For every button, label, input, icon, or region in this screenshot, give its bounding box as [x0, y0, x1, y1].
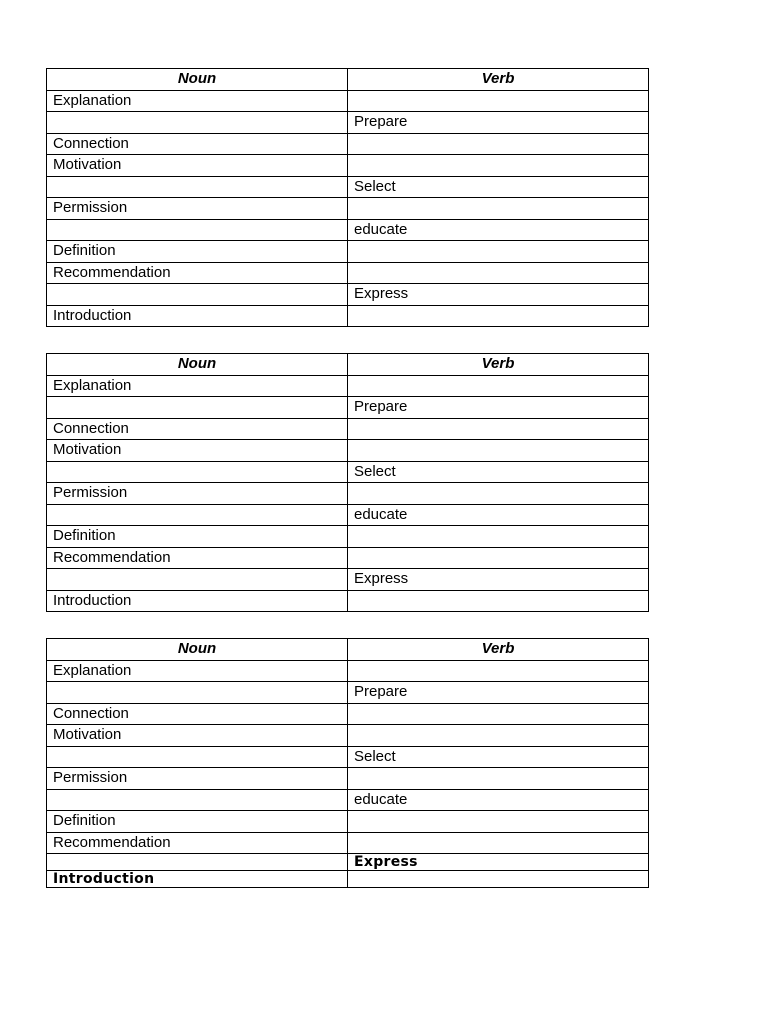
table-row [47, 682, 649, 704]
table-row [47, 703, 649, 725]
table-row [47, 483, 649, 505]
verb-cell[interactable] [348, 440, 649, 462]
noun-verb-table [46, 68, 649, 327]
verb-cell[interactable] [348, 133, 649, 155]
verb-cell[interactable]: Express [348, 284, 649, 306]
table-row [47, 112, 649, 134]
noun-cell[interactable] [47, 219, 348, 241]
table-row [47, 397, 649, 419]
verb-cell[interactable]: educate [348, 504, 649, 526]
verb-cell[interactable] [348, 526, 649, 548]
table-row [47, 219, 649, 241]
noun-cell[interactable]: Permission [47, 198, 348, 220]
verb-cell[interactable]: Select [348, 746, 649, 768]
noun-cell[interactable]: Introduction [47, 305, 348, 327]
noun-cell[interactable]: Connection [47, 703, 348, 725]
noun-cell[interactable]: Definition [47, 526, 348, 548]
table-row [47, 811, 649, 833]
table-row [47, 241, 649, 263]
noun-cell[interactable]: Permission [47, 483, 348, 505]
noun-cell[interactable] [47, 854, 348, 871]
verb-cell[interactable]: Prepare [348, 682, 649, 704]
table-row [47, 768, 649, 790]
table-row [47, 789, 649, 811]
table-row [47, 590, 649, 612]
noun-cell[interactable]: Recommendation [47, 547, 348, 569]
verb-column-header: Verb [348, 69, 649, 91]
table-row [47, 375, 649, 397]
verb-cell[interactable] [348, 418, 649, 440]
verb-cell[interactable] [348, 547, 649, 569]
noun-cell[interactable]: Motivation [47, 155, 348, 177]
verb-cell[interactable]: Express [348, 854, 649, 871]
verb-cell[interactable] [348, 590, 649, 612]
table-row [47, 660, 649, 682]
verb-cell[interactable]: Prepare [348, 397, 649, 419]
verb-cell[interactable] [348, 483, 649, 505]
noun-cell[interactable] [47, 112, 348, 134]
verb-cell[interactable] [348, 811, 649, 833]
noun-column-header: Noun [47, 639, 348, 661]
table-row [47, 440, 649, 462]
verb-cell[interactable] [348, 155, 649, 177]
table-header-row [47, 639, 649, 661]
table-row [47, 176, 649, 198]
table-row [47, 133, 649, 155]
noun-column-header: Noun [47, 69, 348, 91]
noun-cell[interactable]: Connection [47, 133, 348, 155]
noun-cell[interactable] [47, 789, 348, 811]
table-row [47, 569, 649, 591]
noun-cell[interactable]: Permission [47, 768, 348, 790]
table-row [47, 854, 649, 871]
table-row [47, 284, 649, 306]
noun-cell[interactable]: Explanation [47, 660, 348, 682]
table-row [47, 504, 649, 526]
table-header-row [47, 354, 649, 376]
noun-cell[interactable]: Connection [47, 418, 348, 440]
table-row [47, 526, 649, 548]
noun-column-header: Noun [47, 354, 348, 376]
noun-cell[interactable]: Recommendation [47, 832, 348, 854]
table-row [47, 871, 649, 888]
noun-cell[interactable]: Motivation [47, 440, 348, 462]
verb-cell[interactable] [348, 703, 649, 725]
table-row [47, 305, 649, 327]
noun-cell[interactable] [47, 682, 348, 704]
verb-cell[interactable] [348, 305, 649, 327]
noun-cell[interactable] [47, 397, 348, 419]
verb-cell[interactable]: educate [348, 789, 649, 811]
verb-cell[interactable] [348, 660, 649, 682]
noun-cell[interactable]: Introduction [47, 871, 348, 888]
verb-cell[interactable] [348, 375, 649, 397]
verb-column-header: Verb [348, 639, 649, 661]
verb-cell[interactable]: educate [348, 219, 649, 241]
noun-cell[interactable]: Introduction [47, 590, 348, 612]
noun-cell[interactable] [47, 569, 348, 591]
table-row [47, 547, 649, 569]
table-row [47, 262, 649, 284]
noun-cell[interactable]: Definition [47, 241, 348, 263]
verb-cell[interactable]: Select [348, 461, 649, 483]
table-row [47, 418, 649, 440]
verb-cell[interactable]: Select [348, 176, 649, 198]
verb-cell[interactable]: Express [348, 569, 649, 591]
noun-cell[interactable]: Explanation [47, 90, 348, 112]
table-row [47, 746, 649, 768]
noun-cell[interactable]: Definition [47, 811, 348, 833]
noun-cell[interactable] [47, 504, 348, 526]
verb-cell[interactable] [348, 832, 649, 854]
noun-cell[interactable] [47, 176, 348, 198]
table-row [47, 461, 649, 483]
noun-cell[interactable] [47, 284, 348, 306]
verb-cell[interactable] [348, 725, 649, 747]
table-row [47, 155, 649, 177]
table-header-row [47, 69, 649, 91]
noun-cell[interactable] [47, 746, 348, 768]
verb-cell[interactable] [348, 241, 649, 263]
noun-verb-table [46, 353, 649, 612]
verb-cell[interactable] [348, 768, 649, 790]
verb-cell[interactable]: Prepare [348, 112, 649, 134]
table-row [47, 198, 649, 220]
table-row [47, 832, 649, 854]
noun-verb-table [46, 638, 649, 888]
noun-cell[interactable]: Recommendation [47, 262, 348, 284]
noun-cell[interactable]: Motivation [47, 725, 348, 747]
verb-cell[interactable] [348, 871, 649, 888]
verb-cell[interactable] [348, 198, 649, 220]
noun-cell[interactable] [47, 461, 348, 483]
table-row [47, 725, 649, 747]
table-row [47, 90, 649, 112]
verb-column-header: Verb [348, 354, 649, 376]
verb-cell[interactable] [348, 262, 649, 284]
noun-cell[interactable]: Explanation [47, 375, 348, 397]
verb-cell[interactable] [348, 90, 649, 112]
